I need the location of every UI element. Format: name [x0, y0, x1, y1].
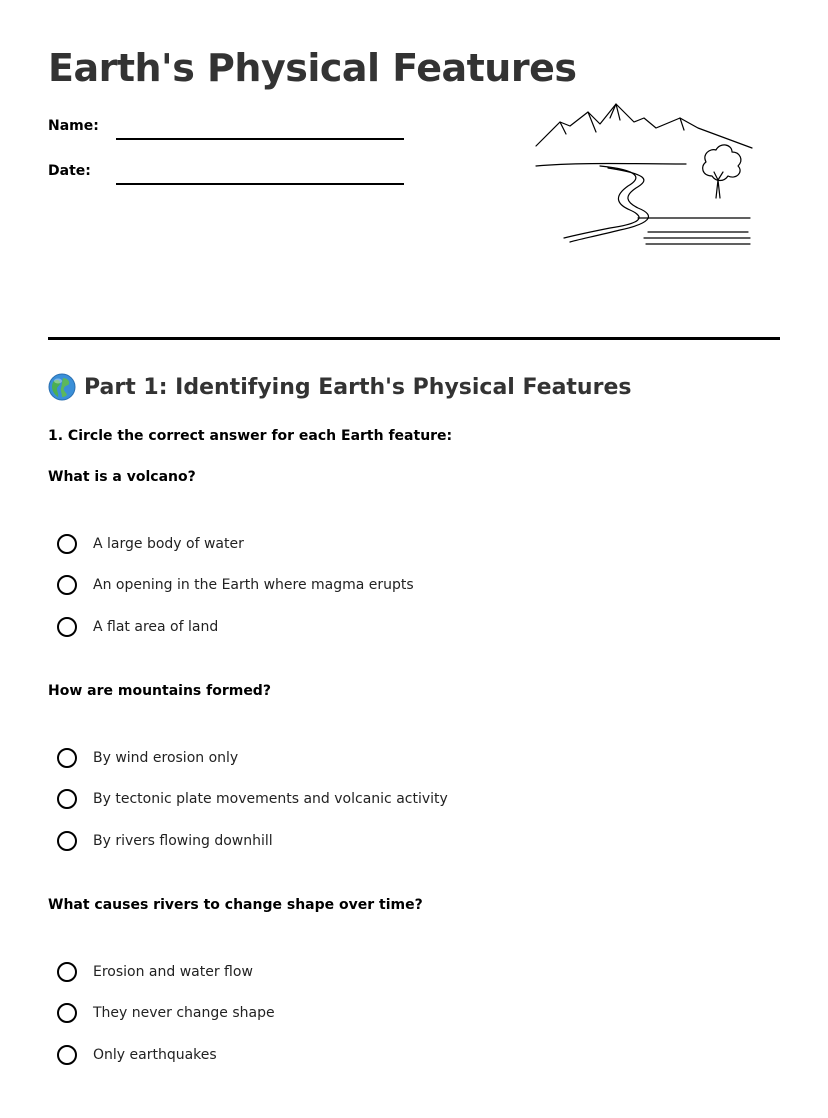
radio-circle[interactable] [57, 1045, 77, 1065]
option-label: They never change shape [93, 1005, 275, 1021]
radio-circle[interactable] [57, 575, 77, 595]
q1-option-2[interactable] [57, 572, 414, 598]
date-field[interactable] [116, 183, 404, 185]
globe-icon [48, 373, 76, 401]
radio-circle[interactable] [57, 789, 77, 809]
option-label: By tectonic plate movements and volcanic activity [93, 791, 448, 807]
q1-option-1[interactable] [57, 531, 244, 557]
option-label: A flat area of land [93, 619, 219, 635]
q1-option-3[interactable] [57, 614, 218, 640]
radio-circle[interactable] [57, 534, 77, 554]
option-label: By wind erosion only [93, 750, 239, 766]
date-label: Date: [48, 163, 91, 179]
q3-option-2[interactable] [57, 1000, 275, 1026]
option-label: A large body of water [93, 536, 244, 552]
q3-option-3[interactable] [57, 1042, 217, 1068]
question-1: What is a volcano? [48, 469, 196, 485]
name-field[interactable] [116, 138, 404, 140]
radio-circle[interactable] [57, 617, 77, 637]
radio-circle[interactable] [57, 962, 77, 982]
option-label: Erosion and water flow [93, 964, 253, 980]
option-label: By rivers flowing downhill [93, 833, 273, 849]
option-label: An opening in the Earth where magma erupts [93, 577, 414, 593]
name-label: Name: [48, 118, 99, 134]
q2-option-2[interactable] [57, 786, 448, 812]
q3-option-1[interactable] [57, 959, 253, 985]
radio-circle[interactable] [57, 831, 77, 851]
q2-option-1[interactable] [57, 745, 238, 771]
radio-circle[interactable] [57, 748, 77, 768]
question-3: What causes rivers to change shape over time? [48, 897, 423, 913]
part1-title: Part 1: Identifying Earth's Physical Features [84, 374, 632, 400]
part1-heading [48, 373, 631, 401]
instruction-text: 1. Circle the correct answer for each Earth feature: [48, 428, 453, 444]
landscape-illustration [530, 100, 760, 252]
section-divider [48, 337, 780, 340]
worksheet-title: Earth's Physical Features [48, 46, 577, 90]
q2-option-3[interactable] [57, 828, 273, 854]
option-label: Only earthquakes [93, 1047, 217, 1063]
question-2: How are mountains formed? [48, 683, 271, 699]
radio-circle[interactable] [57, 1003, 77, 1023]
